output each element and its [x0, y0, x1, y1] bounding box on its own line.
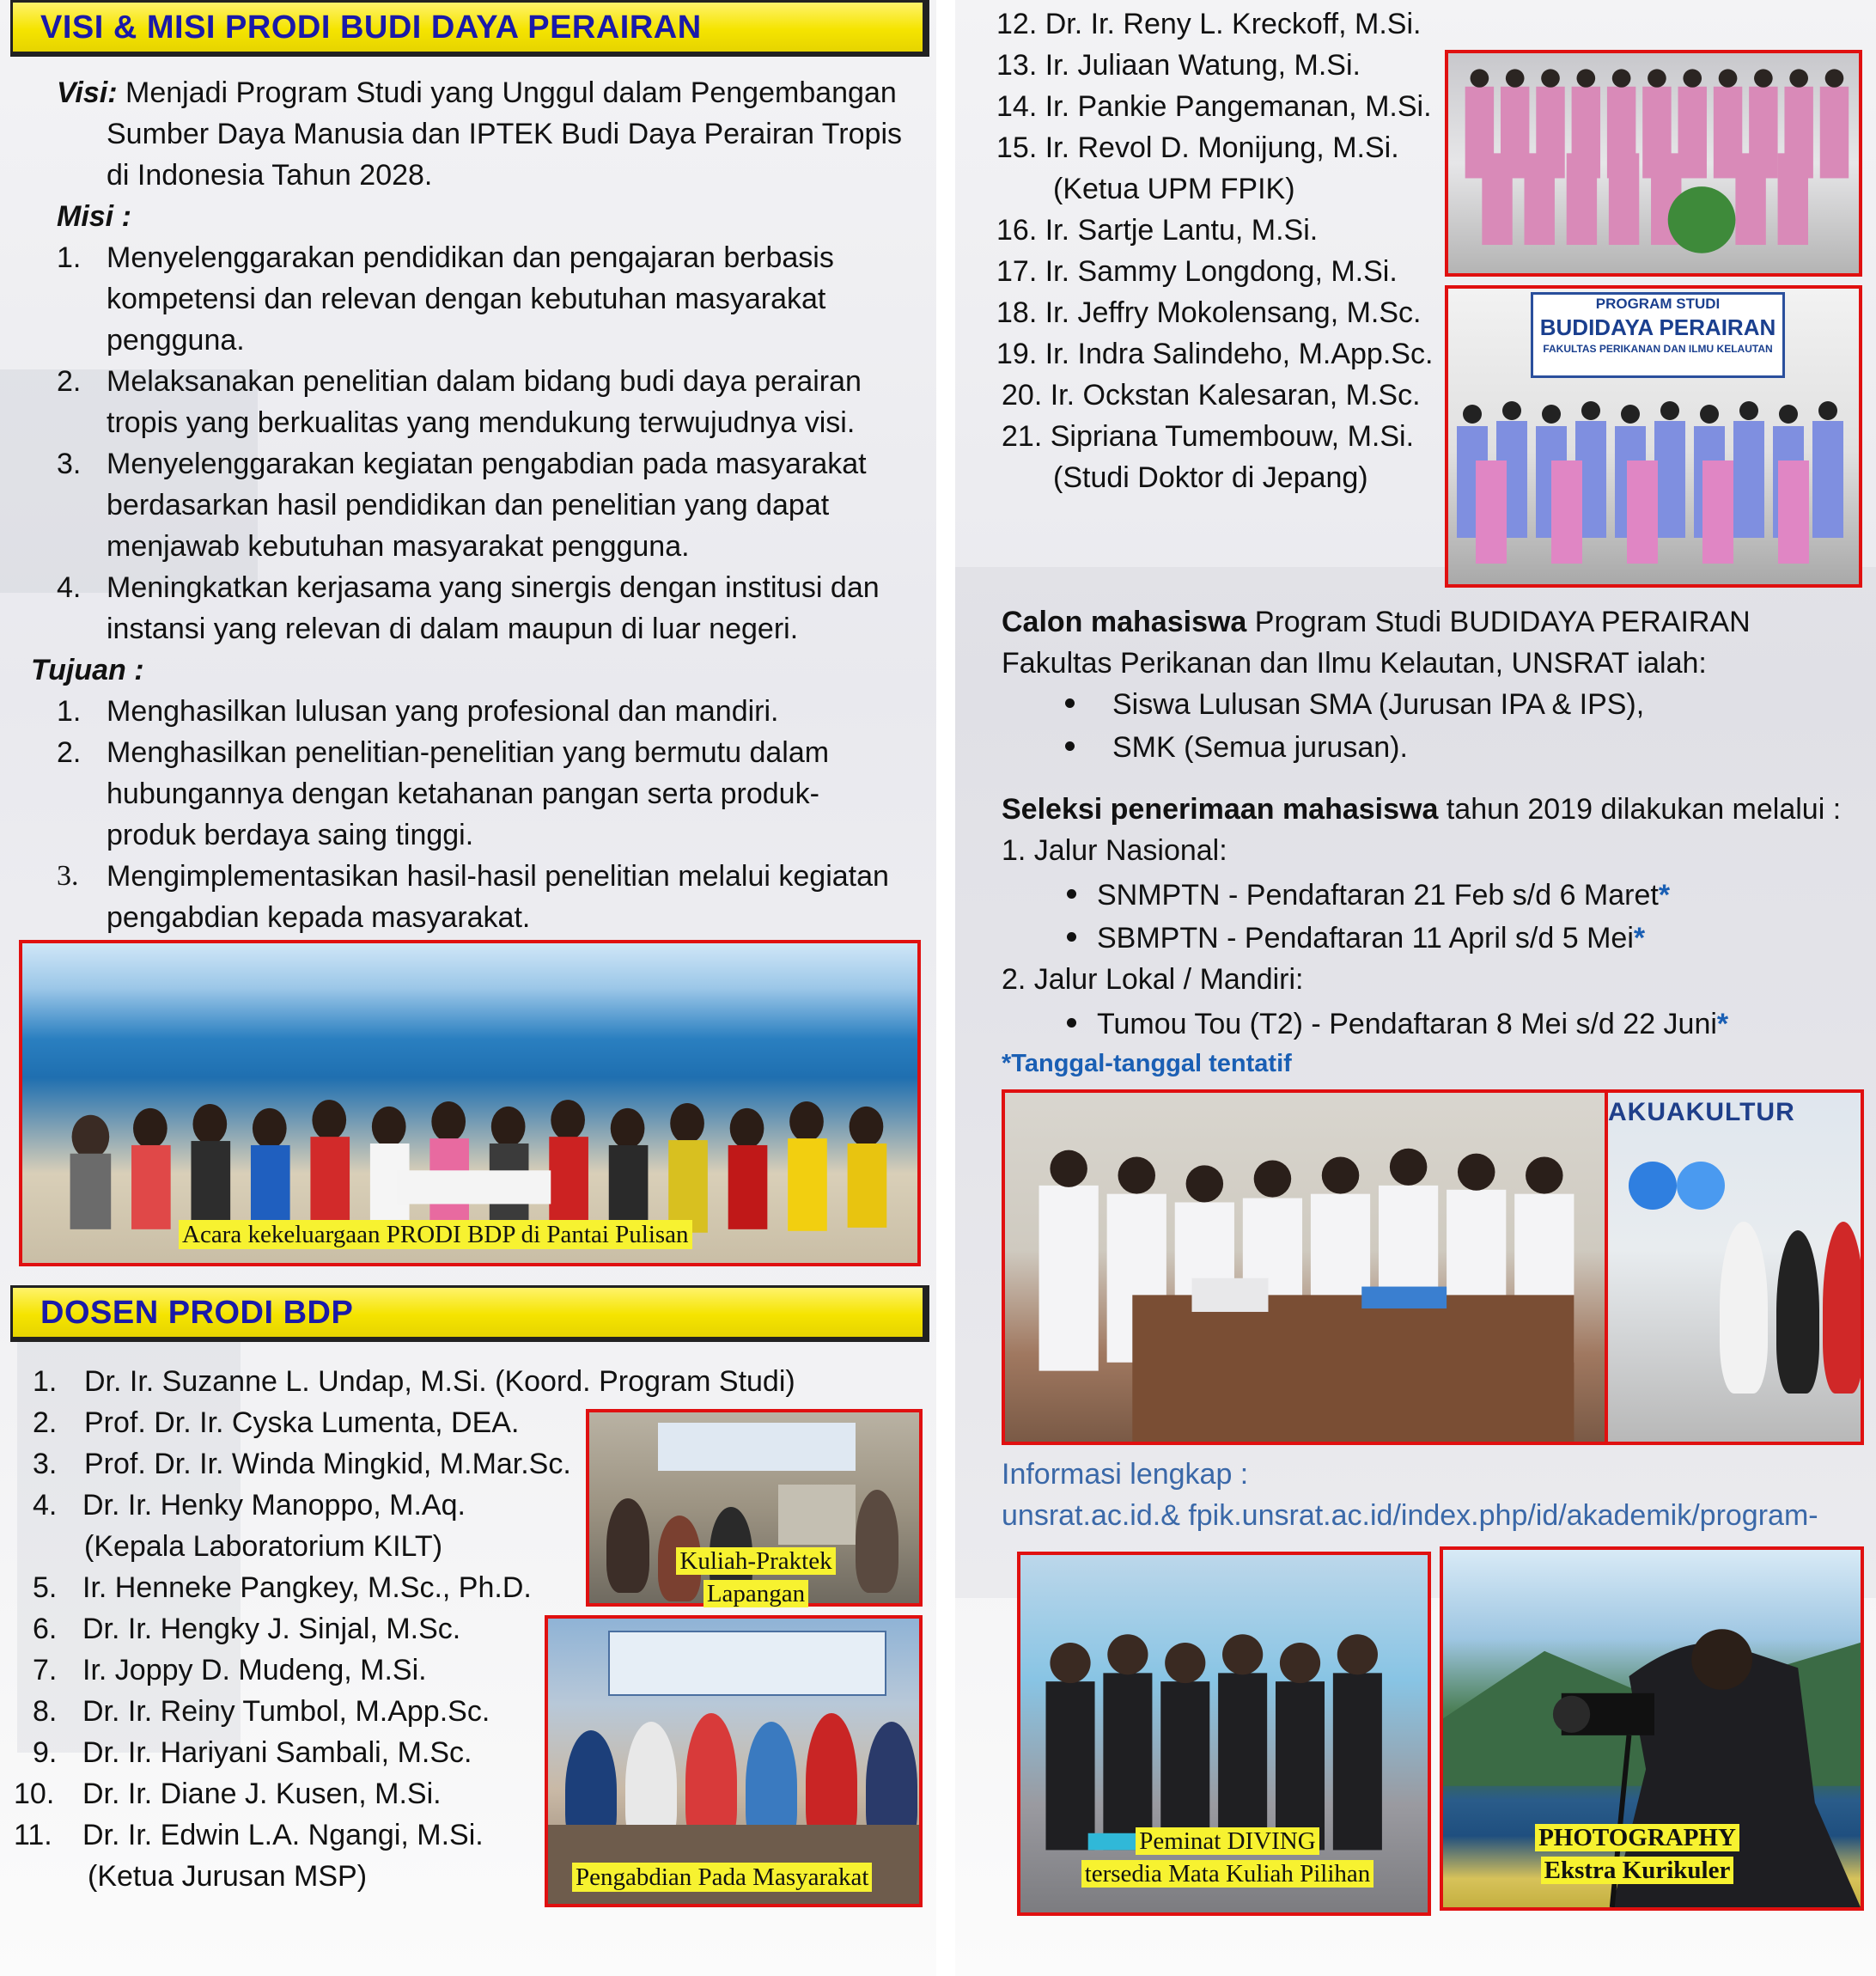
- misi-num: 4.: [57, 571, 82, 604]
- tujuan-text: hubungannya dengan ketahanan pangan serta produk-: [107, 778, 819, 810]
- banner: [608, 1631, 886, 1696]
- dosen-name: Ir. Joppy D. Mudeng, M.Si.: [82, 1654, 427, 1686]
- akuakultur-expo-photo: [1605, 1089, 1864, 1445]
- misi-num: 1.: [57, 241, 82, 274]
- dosen-name: Prof. Dr. Ir. Cyska Lumenta, DEA.: [84, 1406, 520, 1439]
- person: [1776, 1230, 1819, 1394]
- tujuan-text: Mengimplementasikan hasil-hasil penelitian melalui kegiatan: [107, 860, 889, 893]
- tujuan-label: Tujuan :: [31, 654, 144, 686]
- info-url[interactable]: unsrat.ac.id.& fpik.unsrat.ac.id/index.php/id/akademik/program-: [1002, 1499, 1818, 1532]
- dosen-item: 20. Ir. Ockstan Kalesaran, M.Sc.: [1002, 379, 1421, 412]
- seleksi-line: Seleksi penerimaan mahasiswa tahun 2019 dilakukan melalui :: [1002, 793, 1842, 826]
- dosen-item: 15. Ir. Revol D. Monijung, M.Si.: [996, 131, 1399, 164]
- bullet-dot: [1065, 698, 1075, 708]
- staff-pink-illustration: [1448, 53, 1859, 273]
- dosen-name: Dr. Ir. Hariyani Sambali, M.Sc.: [82, 1736, 472, 1769]
- tujuan-text: pengabdian kepada masyarakat.: [107, 901, 531, 934]
- jalur-1: 1. Jalur Nasional:: [1002, 834, 1227, 867]
- dosen-item: 14. Ir. Pankie Pangemanan, M.Si.: [996, 90, 1432, 123]
- dosen-note: (Studi Doktor di Jepang): [1053, 461, 1368, 494]
- dosen-item: 16. Ir. Sartje Lantu, M.Si.: [996, 214, 1319, 247]
- calon-bullet: SMK (Semua jurusan).: [1065, 727, 1408, 768]
- dosen-num: 5.: [33, 1571, 58, 1604]
- beach-photo-caption: Acara kekeluargaan PRODI BDP di Pantai Pulisan: [179, 1220, 692, 1249]
- dosen-item: 12. Dr. Ir. Reny L. Kreckoff, M.Si.: [996, 8, 1422, 40]
- tujuan-text: produk berdaya saing tinggi.: [107, 819, 474, 851]
- misi-num: 2.: [57, 365, 82, 398]
- misi-text: tropis yang berkualitas yang mendukung terwujudnya visi.: [107, 406, 856, 439]
- dosen-num: 7.: [33, 1654, 58, 1686]
- dosen-num: 4.: [33, 1489, 58, 1522]
- dosen-note: (Kepala Laboratorium KILT): [84, 1530, 443, 1563]
- banner-line: FAKULTAS PERIKANAN DAN ILMU KELAUTAN: [1543, 343, 1773, 355]
- dosen-num: 11.: [14, 1819, 52, 1851]
- bullet-dot: [1067, 889, 1076, 899]
- tujuan-num: 1.: [57, 695, 82, 728]
- banner: [658, 1423, 856, 1471]
- person: [1823, 1222, 1864, 1394]
- staff-group-photo-pink: [1445, 50, 1862, 277]
- dosen-name: Prof. Dr. Ir. Winda Mingkid, M.Mar.Sc.: [84, 1448, 571, 1480]
- dosen-note: (Ketua Jurusan MSP): [88, 1860, 368, 1893]
- misi-text: menjawab kebutuhan masyarakat pengguna.: [107, 530, 690, 563]
- staff-batik-illustration: [1448, 392, 1862, 588]
- misi-text: berdasarkan hasil pendidikan dan penelitian yang dapat: [107, 489, 830, 521]
- misi-text: Meningkatkan kerjasama yang sinergis dengan institusi dan: [107, 571, 880, 604]
- dosen-item: 13. Ir. Juliaan Watung, M.Si.: [996, 49, 1361, 82]
- tujuan-text: Menghasilkan penelitian-penelitian yang bermutu dalam: [107, 736, 830, 769]
- dosen-item: 18. Ir. Jeffry Mokolensang, M.Sc.: [996, 296, 1422, 329]
- dosen-num: 1.: [33, 1365, 58, 1398]
- info-label: Informasi lengkap :: [1002, 1458, 1249, 1491]
- lab-illustration: [1005, 1093, 1605, 1442]
- bullet-dot: [1065, 741, 1075, 751]
- jalur-2: 2. Jalur Lokal / Mandiri:: [1002, 963, 1304, 996]
- beach-group-photo: [19, 940, 921, 1266]
- visi-line-1: Visi: Menjadi Program Studi yang Unggul dalam Pengembangan: [57, 76, 897, 109]
- dosen-num: 3.: [33, 1448, 58, 1480]
- dosen-num: 10.: [14, 1778, 55, 1810]
- calon-line-2: Fakultas Perikanan dan Ilmu Kelautan, UNSRAT ialah:: [1002, 647, 1707, 680]
- photography-caption: PHOTOGRAPHY Ekstra Kurikuler: [1526, 1821, 1749, 1887]
- misi-label: Misi :: [57, 200, 131, 233]
- dosen-item: 19. Ir. Indra Salindeho, M.App.Sc.: [996, 338, 1434, 370]
- calon-line-1: Calon mahasiswa Program Studi BUDIDAYA PERAIRAN: [1002, 606, 1751, 638]
- person: [1720, 1222, 1768, 1394]
- dosen-item: 21. Sipriana Tumembouw, M.Si.: [1002, 420, 1415, 453]
- banner-line: PROGRAM STUDI: [1595, 296, 1721, 312]
- misi-text: Menyelenggarakan kegiatan pengabdian pada masyarakat: [107, 448, 867, 480]
- misi-text: Menyelenggarakan pendidikan dan pengajaran berbasis: [107, 241, 834, 274]
- bullet-dot: [1067, 932, 1076, 942]
- jalur-item: SBMPTN - Pendaftaran 11 April s/d 5 Mei*: [1067, 918, 1645, 959]
- akuakultur-sign: AKUAKULTUR: [1608, 1098, 1795, 1126]
- lab-students-photo: [1002, 1089, 1608, 1445]
- visi-line-2: Sumber Daya Manusia dan IPTEK Budi Daya Perairan Tropis: [107, 118, 903, 150]
- staff-group-photo-banner: [1445, 285, 1862, 588]
- person: [856, 1490, 898, 1593]
- pengabdian-caption: Pengabdian Pada Masyarakat: [572, 1863, 872, 1892]
- dosen-name: Ir. Henneke Pangkey, M.Sc., Ph.D.: [82, 1571, 532, 1604]
- jalur-item: Tumou Tou (T2) - Pendaftaran 8 Mei s/d 22 Juni*: [1067, 1003, 1728, 1045]
- misi-text: Melaksanakan penelitian dalam bidang budi daya perairan: [107, 365, 862, 398]
- diving-caption: Peminat DIVING tersedia Mata Kuliah Pilihan: [1051, 1825, 1404, 1890]
- tentatif-note: *Tanggal-tanggal tentatif: [1002, 1050, 1292, 1077]
- jalur-item: SNMPTN - Pendaftaran 21 Feb s/d 6 Maret*: [1067, 875, 1670, 916]
- dosen-num: 8.: [33, 1695, 58, 1728]
- person: [606, 1498, 649, 1593]
- dosen-name: Dr. Ir. Edwin L.A. Ngangi, M.Si.: [82, 1819, 484, 1851]
- dosen-num: 2.: [33, 1406, 58, 1439]
- dosen-note: (Ketua UPM FPIK): [1053, 173, 1295, 205]
- table: [778, 1485, 856, 1545]
- balloon: [1629, 1162, 1677, 1210]
- visi-line-3: di Indonesia Tahun 2028.: [107, 159, 433, 192]
- dosen-item: 17. Ir. Sammy Longdong, M.Si.: [996, 255, 1398, 288]
- beach-crowd-illustration: [22, 943, 917, 1263]
- dosen-num: 6.: [33, 1613, 58, 1645]
- dosen-num: 9.: [33, 1736, 58, 1769]
- misi-text: instansi yang relevan di dalam maupun di luar negeri.: [107, 613, 799, 645]
- dosen-header: DOSEN PRODI BDP: [10, 1285, 929, 1342]
- dosen-name: Dr. Ir. Henky Manoppo, M.Aq.: [82, 1489, 466, 1522]
- tujuan-num: 3.: [57, 860, 79, 892]
- misi-num: 3.: [57, 448, 82, 480]
- tujuan-num: 2.: [57, 736, 82, 769]
- banner-line: BUDIDAYA PERAIRAN: [1539, 314, 1776, 340]
- bullet-dot: [1067, 1018, 1076, 1028]
- tujuan-text: Menghasilkan lulusan yang profesional dan mandiri.: [107, 695, 779, 728]
- prodi-banner: [1531, 292, 1785, 378]
- dosen-name: Dr. Ir. Suzanne L. Undap, M.Si. (Koord. Program Studi): [84, 1365, 795, 1398]
- kuliah-caption: Kuliah-Praktek Lapangan: [661, 1545, 850, 1610]
- misi-text: kompetensi dan relevan dengan kebutuhan masyarakat: [107, 283, 826, 315]
- balloon: [1677, 1162, 1725, 1210]
- calon-bullet: Siswa Lulusan SMA (Jurusan IPA & IPS),: [1065, 684, 1644, 725]
- visi-misi-header: VISI & MISI PRODI BUDI DAYA PERAIRAN: [10, 0, 929, 57]
- misi-text: pengguna.: [107, 324, 245, 357]
- dosen-name: Dr. Ir. Hengky J. Sinjal, M.Sc.: [82, 1613, 461, 1645]
- dosen-name: Dr. Ir. Reiny Tumbol, M.App.Sc.: [82, 1695, 490, 1728]
- dosen-name: Dr. Ir. Diane J. Kusen, M.Si.: [82, 1778, 442, 1810]
